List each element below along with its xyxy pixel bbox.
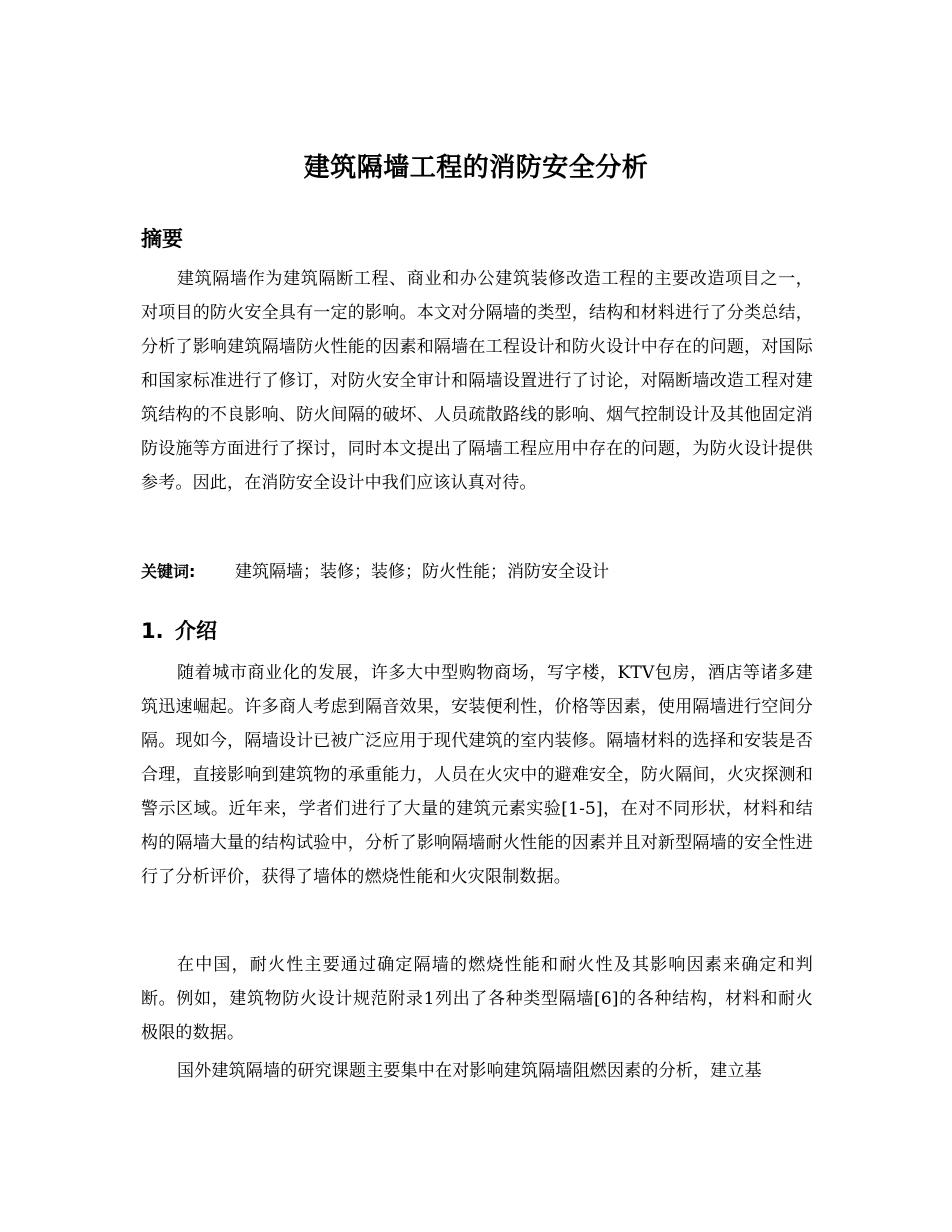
section-1-paragraph-2: 在中国，耐火性主要通过确定隔墙的燃烧性能和耐火性及其影响因素来确定和判断。例如，建筑物防火设计规范附录1列出了各种类型隔墙[6]的各种结构，材料和耐火极限的数据。 bbox=[141, 955, 813, 1043]
section-1-heading bbox=[141, 616, 217, 646]
keywords-line bbox=[141, 557, 813, 587]
section-1-paragraph-1: 随着城市商业化的发展，许多大中型购物商场，写字楼，KTV包房，酒店等诸多建筑迅速崛起。许多商人考虑到隔音效果，安装便利性，价格等因素，使用隔墙进行空间分隔。现如今，隔墙设计已被广泛应用于现代建筑的室内装修。隔墙材料的选择和安装是否合理，直接影响到建筑物的承重能力，人员在火灾中的避难安全，防火隔间，火灾探测和警示区域。近年来，学者们进行了大量的建筑元素实验[1-5]，在对不同形状，材料和结构的隔墙大量的结构试验中，分析了影响隔墙耐火性能的因素并且对新型隔墙的安全性进行了分析评价，获得了墙体的燃烧性能和火灾限制数据。 bbox=[141, 663, 813, 887]
section-1-number: 1. bbox=[141, 619, 164, 643]
section-1-paragraph-3: 国外建筑隔墙的研究课题主要集中在对影响建筑隔墙阻燃因素的分析，建立基 bbox=[177, 1061, 762, 1081]
keywords-value: 建筑隔墙；装修；装修；防火性能；消防安全设计 bbox=[235, 562, 609, 582]
abstract-heading: 摘要 bbox=[141, 227, 183, 251]
keywords-label: 关键词: bbox=[141, 562, 196, 581]
page-title: 建筑隔墙工程的消防安全分析 bbox=[303, 153, 649, 183]
abstract-body: 建筑隔墙作为建筑隔断工程、商业和办公建筑装修改造工程的主要改造项目之一，对项目的防火安全具有一定的影响。本文对分隔墙的类型，结构和材料进行了分类总结，分析了影响建筑隔墙防火性能的因素和隔墙在工程设计和防火设计中存在的问题，对国际和国家标准进行了修订，对防火安全审计和隔墙设置进行了讨论，对隔断墙改造工程对建筑结构的不良影响、防火间隔的破坏、人员疏散路线的影响、烟气控制设计及其他固定消防设施等方面进行了探讨，同时本文提出了隔墙工程应用中存在的问题，为防火设计提供参考。因此，在消防安全设计中我们应该认真对待。 bbox=[141, 269, 813, 493]
section-1-title: 介绍 bbox=[175, 619, 217, 643]
